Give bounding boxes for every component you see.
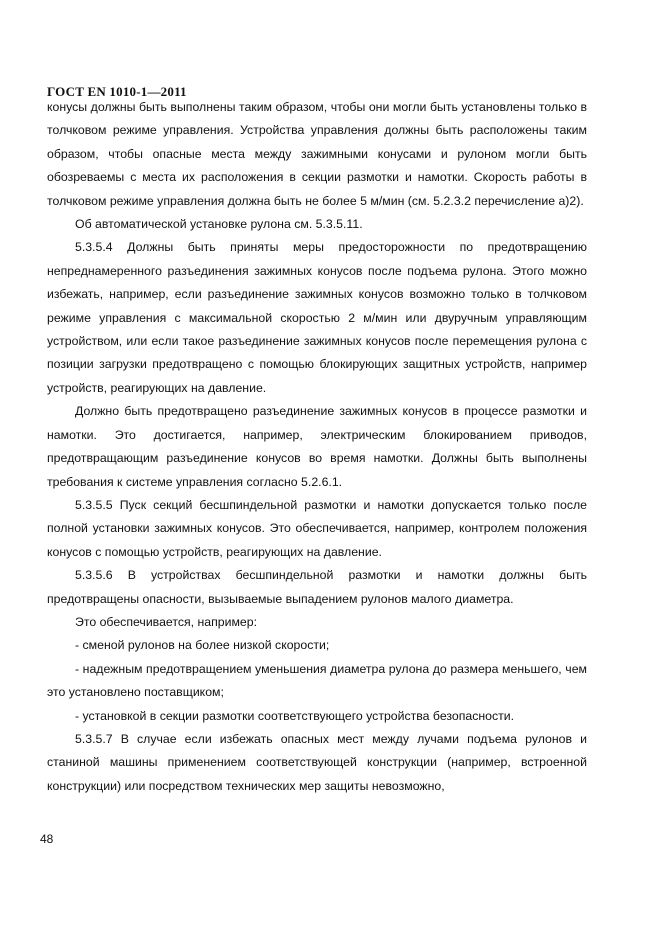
paragraph-5-3-5-5: 5.3.5.5 Пуск секций бесшпиндельной размотки и намотки допускается только после полной установки зажимных конусов. Это обеспечивается, например, контролем положения конусов с помощью устройств, реагирующих на давление. <box>47 497 587 559</box>
paragraph: Это обеспечивается, например: <box>75 614 258 629</box>
list-item: - сменой рулонов на более низкой скорости; <box>75 638 330 653</box>
list-item: - надежным предотвращением уменьшения диаметра рулона до размера меньшего, чем это установлено поставщиком; <box>47 661 587 700</box>
paragraph-5-3-5-6: 5.3.5.6 В устройствах бесшпиндельной размотки и намотки должны быть предотвращены опасности, вызываемые выпадением рулонов малого диаметра. <box>47 568 587 606</box>
page-number: 48 <box>40 832 54 846</box>
document-body <box>47 96 587 798</box>
paragraph: Об автоматической установке рулона см. 5.3.5.11. <box>75 217 363 232</box>
list-item: - установкой в секции размотки соответствующего устройства безопасности. <box>75 708 515 723</box>
paragraph: конусы должны быть выполнены таким образом, чтобы они могли быть установлены только в толчковом режиме управления. Устройства управления должны быть расположены таким образом, чтобы опасные места между зажимными конусами и рулоном могли быть обозреваемы с места их расположения в секции размотки и намотки. Скорость работы в толчковом режиме управления должна быть не более 5 м/мин (см. 5.2.3.2 перечисление а)2). <box>47 100 587 208</box>
paragraph: Должно быть предотвращено разъединение зажимных конусов в процессе размотки и намотки. Это достигается, например, электрическим блокированием приводов, предотвращающим разъединение конусов во время намотки. Должны быть выполнены требования к системе управления согласно 5.2.6.1. <box>47 404 587 489</box>
document-header: ГОСТ EN 1010-1—2011 <box>47 84 187 99</box>
paragraph-5-3-5-7: 5.3.5.7 В случае если избежать опасных мест между лучами подъема рулонов и станиной машины применением соответствующей конструкции (например, встроенной конструкции) или посредством технических мер защиты невозможно, <box>47 731 587 793</box>
paragraph-5-3-5-4: 5.3.5.4 Должны быть приняты меры предосторожности по предотвращению непреднамеренного разъединения зажимных конусов после подъема рулона. Этого можно избежать, например, если разъединение зажимных конусов возможно только в толчковом режиме управления с максимальной скоростью 2 м/мин или двуручным управляющим устройством, или если такое разъединение зажимных конусов после перемещения рулона с позиции загрузки предотвращено с помощью блокирующих защитных устройств, например устройств, реагирующих на давление. <box>47 240 587 395</box>
